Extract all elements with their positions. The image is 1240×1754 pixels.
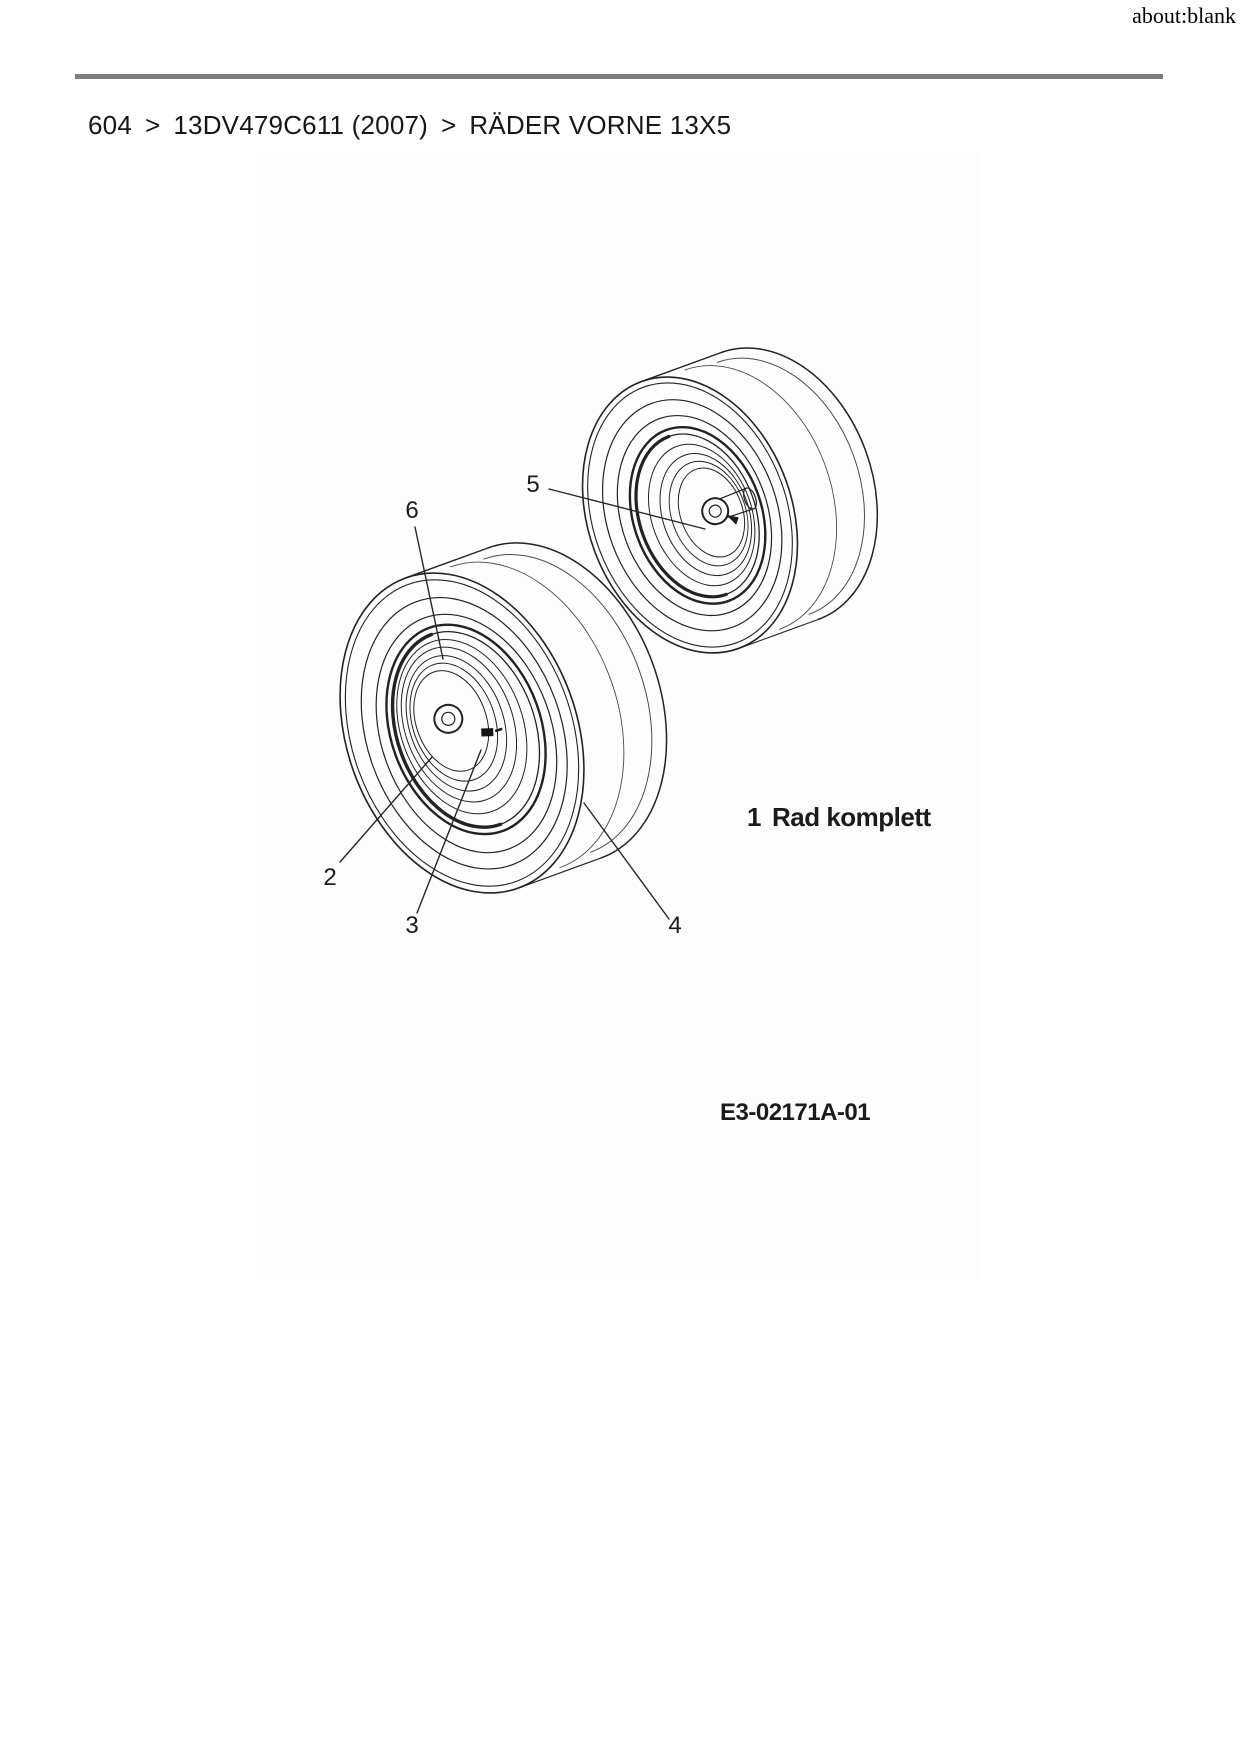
tire-outer-edge: [298, 539, 627, 928]
tread-top-edge: [641, 352, 721, 381]
breadcrumb: [88, 110, 731, 141]
hub-lower: [430, 701, 466, 737]
callout-leader-5: [549, 489, 705, 529]
hub-bore-upper: [708, 503, 723, 518]
callout-label-5: 5: [526, 471, 540, 498]
rim-bead-outer: [606, 408, 789, 623]
valve-body: [481, 728, 493, 736]
legend-number: 1: [747, 802, 761, 832]
breadcrumb-item-category: 604: [88, 110, 132, 140]
rim-bead-inner: [614, 417, 780, 615]
header-rule: [75, 74, 1163, 79]
valve-tick: [495, 729, 502, 731]
wheel-upper-drawing: [546, 318, 915, 684]
callout-label-6: 6: [405, 497, 419, 524]
tire-outer-double-line: [305, 547, 620, 919]
valve-mark: [481, 728, 502, 737]
callout-label-3: 3: [405, 912, 419, 939]
tread-shoulder-line: [685, 336, 872, 629]
breadcrumb-item-section: RÄDER VORNE 13X5: [469, 110, 732, 140]
rim-bead-shadow-arc: [367, 635, 501, 848]
legend-label: Rad komplett: [772, 802, 931, 832]
sidewall-ridge: [572, 374, 813, 656]
breadcrumb-item-model: 13DV479C611 (2007): [173, 110, 428, 140]
drawing-number-label: E3-02171A-01: [720, 1099, 871, 1126]
hub-bore-lower: [440, 710, 457, 727]
tire-back-inner-edge: [484, 522, 692, 852]
sidewall-ridge-inner: [345, 589, 589, 878]
rim-groove: [401, 660, 502, 782]
callout-label-2: 2: [323, 864, 337, 891]
parts-diagram: [257, 153, 980, 1278]
wheel-lower-drawing: [298, 509, 710, 928]
tread-bottom-edge: [518, 858, 601, 888]
hub-upper: [699, 494, 732, 527]
parts-diagram-svg: [257, 153, 980, 1278]
callout-leader-4: [584, 803, 669, 919]
callout-label-4: 4: [668, 912, 682, 939]
tread-bottom-edge: [739, 619, 819, 648]
page-url-label: about:blank: [1132, 3, 1236, 28]
breadcrumb-separator: >: [441, 110, 457, 140]
breadcrumb-separator: >: [144, 110, 161, 140]
tire-outer-edge: [546, 347, 835, 684]
rim-bead-outer: [359, 602, 574, 856]
